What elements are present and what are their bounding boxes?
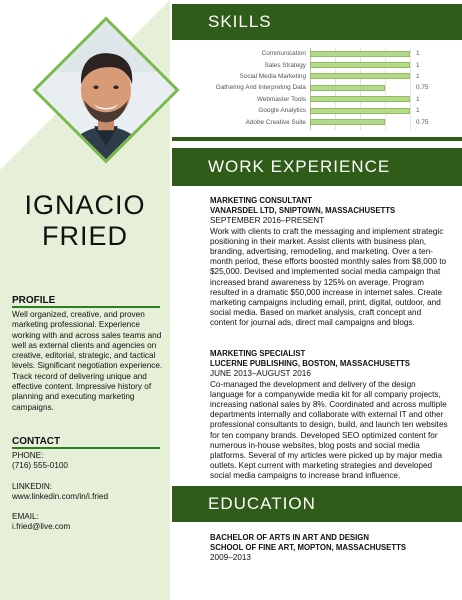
skill-bar <box>310 96 410 102</box>
skills-heading: SKILLS <box>208 12 272 31</box>
job-company: VANARSDEL LTD, SNIPTOWN, MASSACHUSETTS <box>210 206 396 216</box>
skill-bar <box>310 51 410 57</box>
skill-bar-track <box>310 85 410 91</box>
profile-photo <box>32 16 182 166</box>
skill-bar-track <box>310 119 410 125</box>
skill-row <box>202 82 448 93</box>
avatar <box>32 16 179 163</box>
skill-bar <box>310 73 410 79</box>
skill-bar-track <box>310 51 410 57</box>
job-title: MARKETING CONSULTANT <box>210 196 312 205</box>
skill-label: Adobe Creative Suite <box>245 118 306 126</box>
job-description: Work with clients to craft the messaging and implement strategic positioning in their market. Assist clients with business plan, branding, advertising, remodeling, and marketing. Over a ten-month period, these efforts boosted monthly sales from $8,000 to $25,000. Devised and implemented social media campaign that increased brand awareness by 125% on average. Program resulted in a dramatic $50,000 increase in internet sales. Create marketing campaigns including email, print, digital, outdoor, and social media. Based on market analysis, craft concept and content for journal ads, direct mail campaigns and blogs. <box>210 226 447 328</box>
profile-divider <box>12 306 160 308</box>
skill-bar <box>310 62 410 68</box>
email-label: EMAIL: <box>12 512 39 522</box>
skill-label: Webmaster Tools <box>256 95 306 103</box>
phone-value: (716) 555-0100 <box>12 461 68 471</box>
profile-text: Well organized, creative, and proven marketing professional. Experience working with and across sales teams and well as external clients and agencies on creative, editorial, strategic, and tactical levels. Significant negotiation experience. Track record of delivering unique and effective content. Impressive history of planning and executing marketing campaigns. <box>12 310 163 412</box>
job-company: LUCERNE PUBLISHING, BOSTON, MASSACHUSETTS <box>210 359 410 369</box>
contact-details <box>12 451 164 533</box>
skill-bar-track <box>310 96 410 102</box>
skill-row <box>202 116 448 127</box>
skill-bar-track <box>310 108 410 114</box>
skills-band-bottom <box>172 137 462 141</box>
last-name: FRIED <box>42 221 128 251</box>
skill-row <box>202 48 448 59</box>
photo-frame <box>32 16 179 163</box>
job-description: Co-managed the development and delivery of the design language for a companywide media kit for all company projects, increasing national sales by 8%. Coordinated and across multiple departments internally and collaborate with external IT and other professional consultants to design, build, and launch ten websites for ten company brands. Developed SEO optimized content for numerous in-house websites, blog posts and social media platforms. Several of my articles were picked up by major media outlets. Kept current with marketing strategies and developed social media campaigns to increase brand influence. <box>210 379 448 481</box>
skill-value-label: 0.75 <box>416 84 429 92</box>
linkedin-label: LINKEDIN: <box>12 481 53 491</box>
skill-value-label: 1 <box>416 95 420 103</box>
skill-row <box>202 59 448 70</box>
skills-chart <box>202 48 448 134</box>
job-dates: SEPTEMBER 2016–PRESENT <box>210 216 325 226</box>
skill-value-label: 1 <box>416 107 420 115</box>
skill-label: Communication <box>261 50 306 58</box>
skill-bar <box>310 108 410 114</box>
education-band <box>172 486 462 522</box>
skill-bar-track <box>310 62 410 68</box>
skill-value-label: 1 <box>416 50 420 58</box>
contact-heading: CONTACT <box>12 436 61 447</box>
skill-row <box>202 71 448 82</box>
skill-row <box>202 94 448 105</box>
skill-bar <box>310 85 385 91</box>
skill-value-label: 1 <box>416 61 420 69</box>
job-entry <box>210 196 450 329</box>
skill-row <box>202 105 448 116</box>
skill-bar <box>310 119 385 125</box>
portrait-illustration <box>32 16 179 163</box>
skill-label: Sales Strategy <box>264 61 306 69</box>
skill-bar-track <box>310 73 410 79</box>
email-link[interactable]: i.fried@live.com <box>12 522 71 532</box>
job-title: MARKETING SPECIALIST <box>210 349 306 358</box>
linkedin-link[interactable]: www.linkedin.com/in/i.fried <box>12 491 109 501</box>
school: SCHOOL OF FINE ART, MOPTON, MASSACHUSETTS <box>210 543 407 553</box>
contact-divider <box>12 447 160 449</box>
education-heading: EDUCATION <box>208 494 316 513</box>
skills-band <box>172 4 462 40</box>
job-dates: JUNE 2013–AUGUST 2016 <box>210 369 311 379</box>
first-name: IGNACIO <box>24 190 146 220</box>
skill-label: Google Analytics <box>258 107 306 115</box>
work-band <box>172 148 462 186</box>
skills-chart-rows <box>202 48 448 128</box>
phone-label: PHONE: <box>12 451 44 460</box>
education-entry <box>210 533 450 564</box>
job-entry <box>210 349 450 482</box>
skill-value-label: 1 <box>416 72 420 80</box>
degree: BACHELOR OF ARTS IN ART AND DESIGN <box>210 533 369 542</box>
skill-label: Social Media Marketing <box>239 72 306 80</box>
education-dates: 2009–2013 <box>210 553 251 563</box>
skill-value-label: 0.75 <box>416 118 429 126</box>
work-heading: WORK EXPERIENCE <box>208 157 391 176</box>
skill-label: Gathering And Interpreting Data <box>215 84 306 92</box>
profile-heading: PROFILE <box>12 295 56 306</box>
candidate-name <box>0 190 170 252</box>
